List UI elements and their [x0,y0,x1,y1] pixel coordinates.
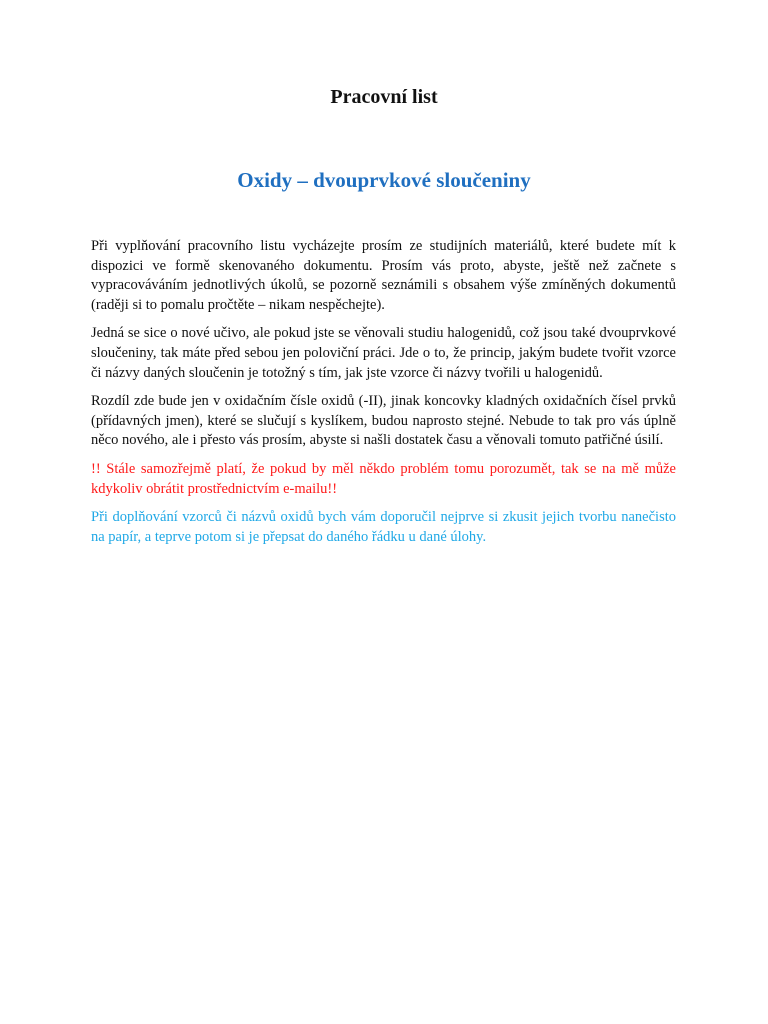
paragraph-oxidation-number: Rozdíl zde bude jen v oxidačním čísle oxidů (-II), jinak koncovky kladných oxidačních čísel prvků (přídavných jmen), které se slučují s kyslíkem, budou naprosto stejné. Nebude to tak pro vás úplně něco nového, ale i přesto vás prosím, abyste si našli dostatek času a věnovali tomuto patřičné úsilí. [91,393,676,449]
page-subtitle: Oxidy – dvouprvkové sloučeniny [237,168,531,192]
paragraph-warning: !! Stále samozřejmě platí, že pokud by měl někdo problém tomu porozumět, tak se na mě může kdykoliv obrátit prostřednictvím e-mailu!! [91,460,676,497]
page-title: Pracovní list [330,86,438,108]
paragraph-halogenides: Jedná se sice o nové učivo, ale pokud jste se věnovali studiu halogenidů, což jsou také dvouprvkové sloučeniny, tak máte před sebou jen poloviční práci. Jde o to, že princip, jakým budete tvořit vzorce či názvy daných sloučenin je totožný s tím, jak jste vzorce či názvy tvořili u halogenidů. [91,325,676,381]
document-body [91,237,676,556]
paragraph-instructions: Při vyplňování pracovního listu vycházejte prosím ze studijních materiálů, které budete mít k dispozici ve formě skenovaného dokumentu. Prosím vás proto, abyste, ještě než začnete s vypracováváním jednotlivých úkolů, se pozorně seznámili s obsahem výše zmíněných dokumentů (raději si to pomalu pročtěte – nikam nespěchejte). [91,238,676,313]
paragraph-tip: Při doplňování vzorců či názvů oxidů bych vám doporučil nejprve si zkusit jejich tvorbu nanečisto na papír, a teprve potom si je přepsat do daného řádku u dané úlohy. [91,509,676,545]
